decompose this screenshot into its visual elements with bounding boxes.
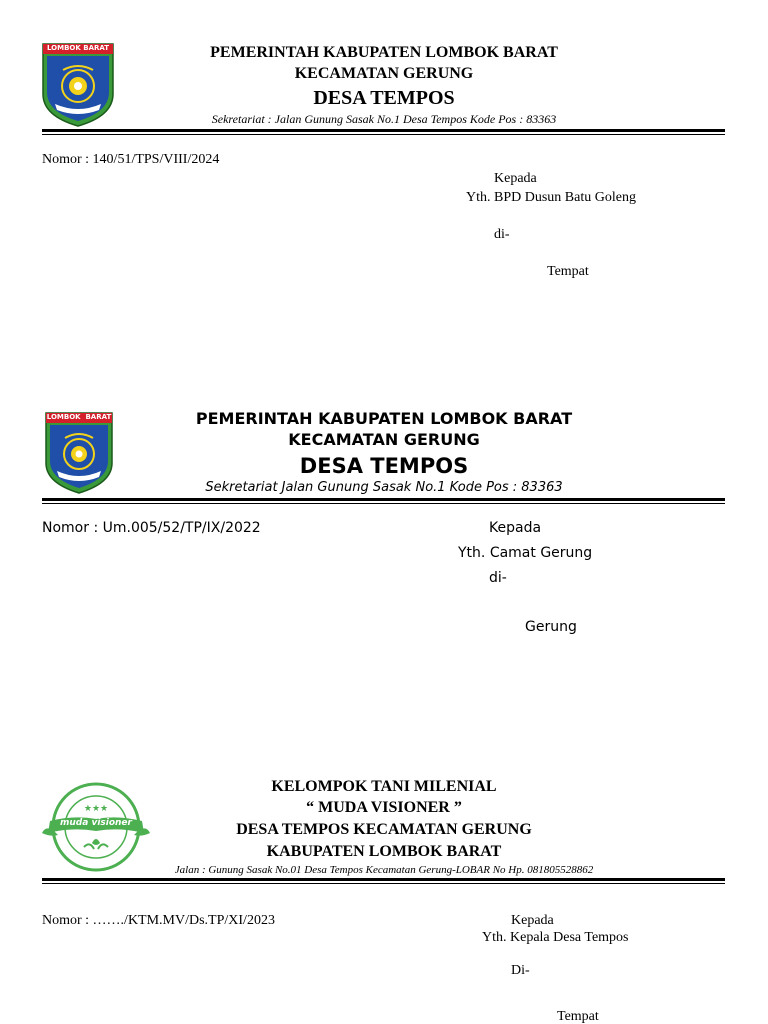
recipient-name: Yth. Kepala Desa Tempos xyxy=(482,930,629,945)
header-rule-thick xyxy=(42,878,725,881)
header-rule-thick xyxy=(42,498,725,501)
header-line-1: KELOMPOK TANI MILENIAL xyxy=(271,778,497,795)
recipient-di: Di- xyxy=(511,963,530,978)
emblem-label: LOMBOK BARAT xyxy=(46,413,112,421)
header-rule-thin xyxy=(42,503,725,504)
recipient-name: Yth. BPD Dusun Batu Goleng xyxy=(466,190,636,205)
header-rule-thin xyxy=(42,134,725,135)
recipient-di: di- xyxy=(489,570,507,586)
recipient-place: Gerung xyxy=(525,619,577,635)
header-line-2: KECAMATAN GERUNG xyxy=(288,430,480,449)
header-line-2: “ MUDA VISIONER ” xyxy=(306,799,462,816)
letter-number: Nomor : 140/51/TPS/VIII/2024 xyxy=(42,152,220,167)
recipient-kepada: Kepada xyxy=(489,520,542,536)
header-line-3: DESA TEMPOS xyxy=(313,87,455,109)
header-line-1: PEMERINTAH KABUPATEN LOMBOK BARAT xyxy=(195,409,573,428)
svg-text:★★★: ★★★ xyxy=(83,804,109,814)
recipient-place: Tempat xyxy=(547,264,589,279)
header-line-2: KECAMATAN GERUNG xyxy=(294,65,474,82)
recipient-kepada: Kepada xyxy=(494,171,537,186)
header-address: Sekretariat Jalan Gunung Sasak No.1 Kode Pos : 83363 xyxy=(205,480,563,495)
header-rule-thick xyxy=(42,129,725,132)
letter-number: Nomor : ……./KTM.MV/Ds.TP/XI/2023 xyxy=(42,913,275,928)
header-address: Jalan : Gunung Sasak No.01 Desa Tempos Kecamatan Gerung-LOBAR No Hp. 081805528862 xyxy=(174,864,594,876)
header-line-3: DESA TEMPOS xyxy=(299,454,469,478)
logo-banner-text: muda visioner xyxy=(60,818,132,828)
header-line-1: PEMERINTAH KABUPATEN LOMBOK BARAT xyxy=(210,44,558,61)
header-line-3: DESA TEMPOS KECAMATAN GERUNG xyxy=(236,821,532,838)
recipient-kepada: Kepada xyxy=(511,913,554,928)
emblem-label: LOMBOK BARAT xyxy=(46,44,110,52)
recipient-name: Yth. Camat Gerung xyxy=(458,545,593,561)
header-address: Sekretariat : Jalan Gunung Sasak No.1 Desa Tempos Kode Pos : 83363 xyxy=(211,112,557,126)
letter-number: Nomor : Um.005/52/TP/IX/2022 xyxy=(42,520,261,536)
header-line-4: KABUPATEN LOMBOK BARAT xyxy=(266,843,502,860)
header-rule-thin xyxy=(42,883,725,884)
recipient-di: di- xyxy=(494,227,510,242)
recipient-place: Tempat xyxy=(557,1009,599,1024)
